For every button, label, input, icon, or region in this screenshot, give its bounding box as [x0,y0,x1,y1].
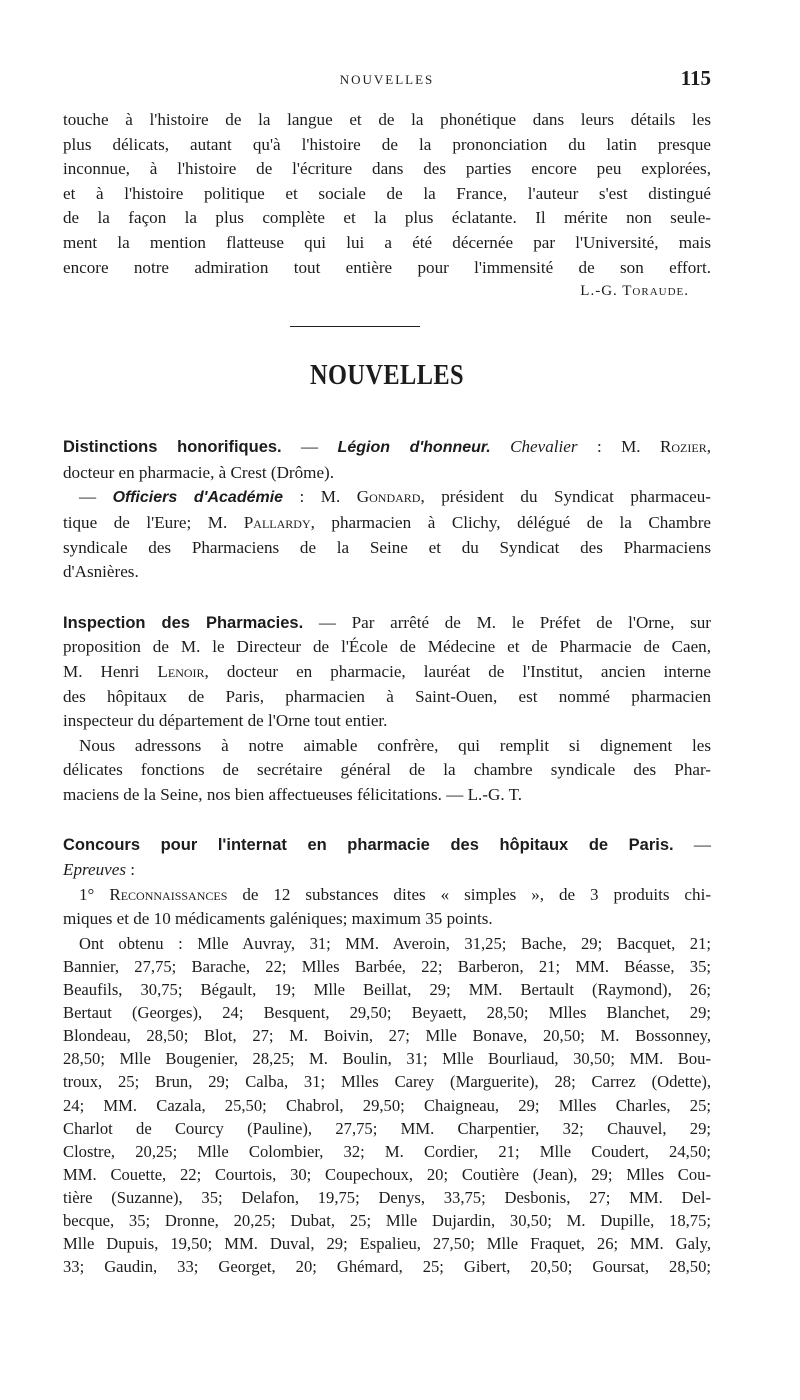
text-line: et à l'histoire politique et sociale de la France, l'auteur s'est distingué [63,183,711,203]
page-number: 115 [680,66,711,90]
text-line: inconnue, à l'histoire de l'écriture dans des parties encore peu explorées, [63,159,711,179]
text-line: touche à l'histoire de la langue et de la phonétique dans leurs détails les [63,110,711,129]
results-list [63,932,711,1278]
text-span: : M. [577,437,660,457]
concours-item [63,833,711,1278]
text-line [63,883,711,908]
text-line: d'Asnières. [63,562,139,582]
results-line: MM. Couette, 22; Courtois, 30; Coupechoux, 20; Coutière (Jean), 29; Mlles Cou- [63,1164,711,1184]
legion-label: Légion d'honneur. [337,439,491,457]
text-span: : M. [283,487,357,507]
text-line [63,833,711,858]
section-divider [290,326,420,327]
text-line: miques et de 10 médicaments galéniques; maximum 35 points. [63,909,493,929]
text-line: maciens de la Seine, nos bien affectueuses félicitations. — L.-G. T. [63,784,523,804]
text-line: docteur en pharmacie, à Crest (Drôme). [63,462,335,482]
item-heading: Inspection des Pharmacies. [63,613,304,632]
reconnaissances-label: Reconnaissances [109,884,228,904]
text-span: , président du Syndicat pharmaceu- [420,487,711,507]
text-line: proposition de M. le Directeur de l'École de Médecine et de Pharmacie de Caen, [63,637,711,657]
person-name: Pallardy [243,512,311,532]
text-span: , pharmacien à Clichy, délégué de la Chambre [310,512,711,532]
person-name: Rozier [659,437,707,457]
results-line: 24; MM. Cazala, 25,50; Chabrol, 29,50; Chaigneau, 29; Mlles Charles, 25; [63,1095,711,1115]
person-name: Gondard [356,487,421,507]
text-span: 1° [79,884,110,904]
distinctions-item [63,435,711,585]
text-span: de 12 substances dites « simples », de 3 produits chi- [227,884,712,904]
results-line: tière (Suzanne), 35; Delafon, 19,75; Denys, 33,75; Desbonis, 27; MM. Del- [63,1187,711,1207]
running-title: NOUVELLES [339,72,435,87]
text-span: — [673,835,712,855]
text-span: — [281,437,338,457]
text-span: M. Henri [63,661,158,681]
text-line [63,660,711,685]
text-span: — [79,487,113,507]
text-line: inspecteur du département de l'Orne tout entier. [63,711,388,731]
item-heading: Concours pour l'internat en pharmacie des hôpitaux de Paris. [63,836,674,855]
text-span: : [125,860,135,880]
text-line: plus délicats, autant qu'à l'histoire de la prononciation du latin presque [63,134,711,154]
results-line: Bannier, 27,75; Barache, 22; Mlles Barbée, 22; Barberon, 21; MM. Béasse, 35; [63,956,711,976]
text-line: ment la mention flatteuse qui lui a été décernée par l'Université, mais [63,232,711,252]
running-head [63,62,711,102]
chevalier-label: Chevalier [510,437,578,457]
results-line: 28,50; Mlle Bougenier, 28,25; M. Boulin, 31; Mlle Bourliaud, 30,50; MM. Bou- [63,1049,711,1069]
text-line: syndicale des Pharmaciens de la Seine et du Syndicat des Pharmaciens [63,537,711,557]
text-span: , docteur en pharmacie, lauréat de l'Institut, ancien interne [204,661,711,681]
section-title: NOUVELLES [309,359,465,392]
person-name: Lenoir [157,661,205,681]
journal-page [63,62,711,1278]
inspection-item [63,611,711,808]
results-line: Ont obtenu : Mlle Auvray, 31; MM. Averoin, 31,25; Bache, 29; Bacquet, 21; [79,933,711,953]
text-span: , [706,437,711,457]
text-line: délicates fonctions de secrétaire général de la chambre syndicale des Phar- [63,760,711,780]
results-line: becque, 35; Dronne, 20,25; Dubat, 25; Mlle Dujardin, 30,50; M. Dupille, 18,75; [63,1210,711,1230]
text-line [63,611,711,636]
text-span: — Par arrêté de M. le Préfet de l'Orne, sur [303,612,711,632]
text-span: tique de l'Eure; M. [63,512,244,532]
text-line [63,511,711,536]
epreuves-label: Epreuves [63,860,126,880]
results-line: Beaufils, 30,75; Bégault, 19; Mlle Beillat, 29; MM. Bertault (Raymond), 26; [63,980,711,1000]
results-line: troux, 25; Brun, 29; Calba, 31; Mlles Carey (Marguerite), 28; Carrez (Odette), [63,1072,711,1092]
results-line: Mlle Dupuis, 19,50; MM. Duval, 29; Espalieu, 27,50; Mlle Fraquet, 26; MM. Galy, [63,1234,711,1254]
item-heading: Distinctions honorifiques. [63,438,282,457]
results-line: 33; Gaudin, 33; Georget, 20; Ghémard, 25; Gibert, 20,50; Goursat, 28,50; [63,1257,711,1277]
text-line [63,858,711,883]
officiers-label: Officiers d'Académie [112,489,284,507]
results-line: Bertaut (Georges), 24; Besquent, 29,50; Beyaett, 28,50; Mlles Blanchet, 29; [63,1003,711,1023]
author-signature: L.-G. Toraude. [580,283,689,300]
text-line [63,435,711,461]
text-line [63,485,711,511]
text-line: encore notre admiration tout entière pour l'immensité de son effort. [63,257,711,277]
text-line: Nous adressons à notre aimable confrère, qui remplit si dignement les [79,735,711,755]
intro-paragraph [63,108,711,280]
text-line: de la façon la plus complète et la plus éclatante. Il mérite non seule- [63,208,711,228]
results-line: Blondeau, 28,50; Blot, 27; M. Boivin, 27; Mlle Bonave, 20,50; M. Bossonney, [63,1026,711,1046]
text-line: des hôpitaux de Paris, pharmacien à Saint-Ouen, est nommé pharmacien [63,686,711,706]
results-line: Clostre, 20,25; Mlle Colombier, 32; M. Cordier, 21; Mlle Coudert, 24,50; [63,1141,711,1161]
results-line: Charlot de Courcy (Pauline), 27,75; MM. Charpentier, 32; Chauvel, 29; [63,1118,711,1138]
